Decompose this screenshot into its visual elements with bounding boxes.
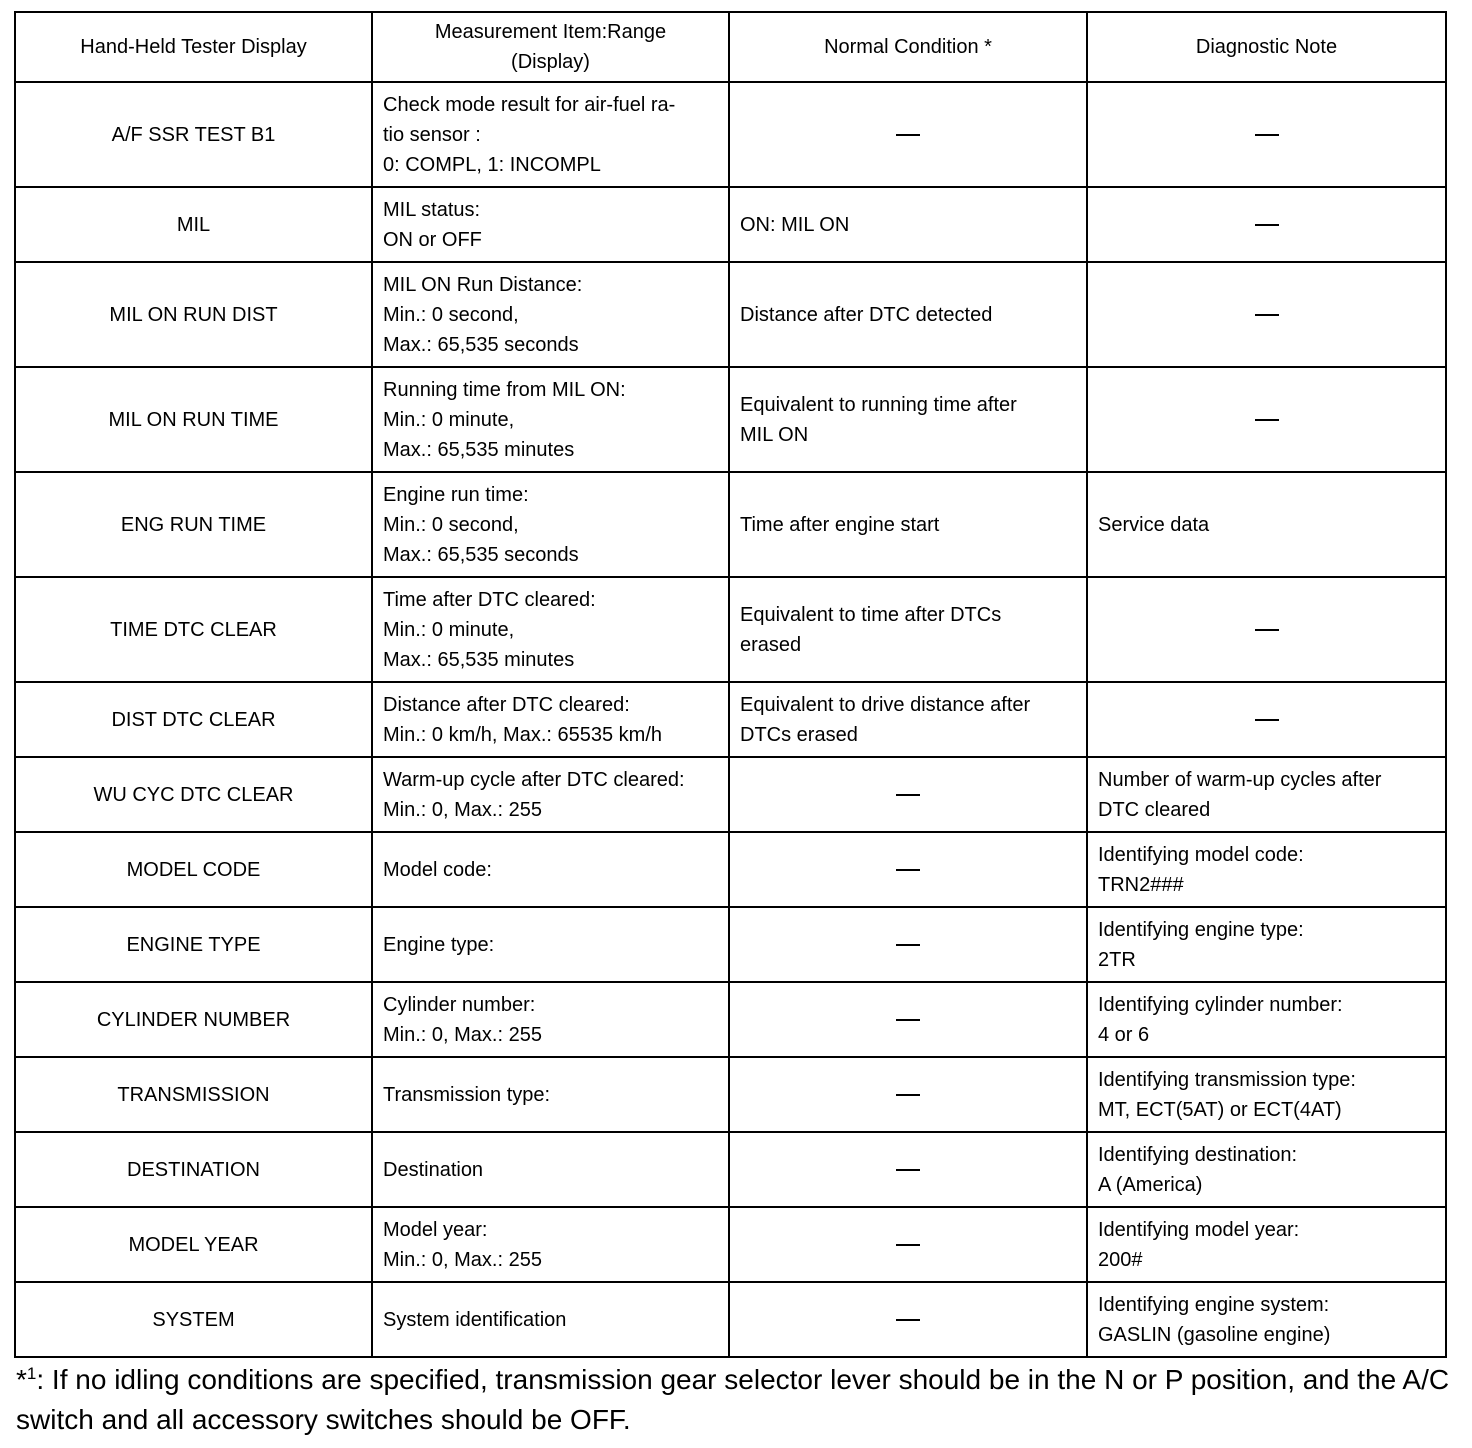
footnote [16, 1360, 1456, 1440]
measurement-line: Running time from MIL ON: [383, 378, 626, 401]
cell-tester-display: WU CYC DTC CLEAR [15, 757, 372, 832]
measurement-line: Model code: [383, 858, 492, 881]
cell-diagnostic-note [1087, 367, 1446, 472]
table-row [15, 1282, 1446, 1357]
measurement-line: Warm-up cycle after DTC cleared: [383, 768, 685, 791]
cell-tester-display: SYSTEM [15, 1282, 372, 1357]
cell-tester-display: DIST DTC CLEAR [15, 682, 372, 757]
normal-condition-line: ON: MIL ON [740, 213, 850, 236]
diagnostic-note-line: 200# [1098, 1248, 1143, 1271]
diagnostic-note-line: 4 or 6 [1098, 1023, 1150, 1046]
cell-tester-display: CYLINDER NUMBER [15, 982, 372, 1057]
cell-tester-display: MIL ON RUN DIST [15, 262, 372, 367]
cell-diagnostic-note [1087, 1132, 1446, 1207]
cell-normal-condition [729, 1282, 1087, 1357]
cell-measurement-item [372, 82, 729, 187]
cell-tester-display: TIME DTC CLEAR [15, 577, 372, 682]
normal-condition-line: MIL ON [740, 423, 809, 446]
measurement-line: Max.: 65,535 seconds [383, 333, 579, 356]
cell-diagnostic-note [1087, 982, 1446, 1057]
dash-mark [896, 944, 920, 946]
cell-diagnostic-note [1087, 1207, 1446, 1282]
cell-measurement-item [372, 262, 729, 367]
dash-mark [896, 869, 920, 871]
table-row [15, 367, 1446, 472]
measurement-line: System identification [383, 1308, 567, 1331]
dash-mark [1255, 314, 1279, 316]
cell-tester-display: MODEL YEAR [15, 1207, 372, 1282]
cell-measurement-item [372, 907, 729, 982]
cell-normal-condition [729, 682, 1087, 757]
measurement-line: Max.: 65,535 minutes [383, 438, 575, 461]
normal-condition-line: Distance after DTC detected [740, 303, 993, 326]
measurement-line: Min.: 0 minute, [383, 408, 515, 431]
cell-tester-display: MIL [15, 187, 372, 262]
dash-mark [1255, 224, 1279, 226]
cell-diagnostic-note [1087, 832, 1446, 907]
normal-condition-line: Equivalent to running time after [740, 393, 1017, 416]
footnote-marker: * [16, 1364, 27, 1395]
table-row [15, 832, 1446, 907]
diagnostic-note-line: Number of warm-up cycles after [1098, 768, 1382, 791]
header-tester-display: Hand-Held Tester Display [15, 12, 372, 82]
diagnostic-note-line: GASLIN (gasoline engine) [1098, 1323, 1331, 1346]
cell-diagnostic-note [1087, 1282, 1446, 1357]
cell-tester-display: MIL ON RUN TIME [15, 367, 372, 472]
table-row [15, 1057, 1446, 1132]
cell-diagnostic-note [1087, 757, 1446, 832]
measurement-line: Cylinder number: [383, 993, 536, 1016]
footnote-text: : If no idling conditions are specified, transmission gear selector lever should be in the N or P position, and the A/C switch and all accessory switches should be OFF. [16, 1364, 1450, 1435]
table-row [15, 472, 1446, 577]
cell-tester-display: ENGINE TYPE [15, 907, 372, 982]
measurement-line: ON or OFF [383, 228, 482, 251]
cell-measurement-item [372, 832, 729, 907]
diagnostic-note-line: Identifying engine type: [1098, 918, 1304, 941]
cell-normal-condition [729, 472, 1087, 577]
cell-normal-condition [729, 907, 1087, 982]
measurement-line: 0: COMPL, 1: INCOMPL [383, 153, 601, 176]
measurement-line: Max.: 65,535 minutes [383, 648, 575, 671]
cell-normal-condition [729, 982, 1087, 1057]
table-body [15, 82, 1446, 1357]
table-row [15, 757, 1446, 832]
measurement-line: Min.: 0 minute, [383, 618, 515, 641]
table-row [15, 187, 1446, 262]
cell-tester-display: MODEL CODE [15, 832, 372, 907]
header-measurement-line: (Display) [511, 51, 590, 73]
table-row [15, 1132, 1446, 1207]
header-normal-condition: Normal Condition * [729, 12, 1087, 82]
cell-normal-condition [729, 1132, 1087, 1207]
measurement-line: Transmission type: [383, 1083, 551, 1106]
dash-mark [896, 134, 920, 136]
cell-tester-display: TRANSMISSION [15, 1057, 372, 1132]
cell-tester-display: ENG RUN TIME [15, 472, 372, 577]
cell-tester-display: DESTINATION [15, 1132, 372, 1207]
measurement-line: Min.: 0 second, [383, 303, 519, 326]
cell-diagnostic-note [1087, 577, 1446, 682]
cell-measurement-item [372, 472, 729, 577]
measurement-line: Min.: 0, Max.: 255 [383, 798, 542, 821]
normal-condition-line: Equivalent to time after DTCs [740, 603, 1002, 626]
cell-measurement-item [372, 187, 729, 262]
cell-normal-condition [729, 1207, 1087, 1282]
diagnostic-note-line: Identifying destination: [1098, 1143, 1298, 1166]
cell-measurement-item [372, 1207, 729, 1282]
dash-mark [896, 1094, 920, 1096]
cell-diagnostic-note [1087, 907, 1446, 982]
measurement-line: Distance after DTC cleared: [383, 693, 630, 716]
cell-measurement-item [372, 577, 729, 682]
cell-measurement-item [372, 1057, 729, 1132]
footnote-superscript: 1 [26, 1364, 37, 1383]
dash-mark [896, 794, 920, 796]
table-row [15, 82, 1446, 187]
diagnostic-note-line: Identifying transmission type: [1098, 1068, 1356, 1091]
table-row [15, 982, 1446, 1057]
cell-measurement-item [372, 682, 729, 757]
diagnostic-note-line: Identifying engine system: [1098, 1293, 1330, 1316]
measurement-line: Engine type: [383, 933, 495, 956]
measurement-line: Min.: 0 km/h, Max.: 65535 km/h [383, 723, 662, 746]
table-row [15, 262, 1446, 367]
table-row [15, 682, 1446, 757]
measurement-line: Model year: [383, 1218, 488, 1241]
header-diagnostic-note: Diagnostic Note [1087, 12, 1446, 82]
cell-diagnostic-note [1087, 262, 1446, 367]
diagnostic-note-line: A (America) [1098, 1173, 1203, 1196]
cell-normal-condition [729, 577, 1087, 682]
measurement-line: MIL status: [383, 198, 481, 221]
cell-normal-condition [729, 757, 1087, 832]
measurement-line: Min.: 0 second, [383, 513, 519, 536]
normal-condition-line: Equivalent to drive distance after [740, 693, 1031, 716]
cell-diagnostic-note [1087, 472, 1446, 577]
diagnostic-note-line: TRN2### [1098, 873, 1184, 896]
measurement-line: Min.: 0, Max.: 255 [383, 1023, 542, 1046]
measurement-line: Min.: 0, Max.: 255 [383, 1248, 542, 1271]
cell-diagnostic-note [1087, 187, 1446, 262]
diagnostic-note-line: Identifying model year: [1098, 1218, 1300, 1241]
table-row [15, 1207, 1446, 1282]
normal-condition-line: erased [740, 633, 802, 656]
dash-mark [896, 1319, 920, 1321]
cell-normal-condition [729, 1057, 1087, 1132]
diagnostic-note-line: Service data [1098, 513, 1210, 536]
cell-measurement-item [372, 1132, 729, 1207]
cell-normal-condition [729, 82, 1087, 187]
diagnostic-note-line: 2TR [1098, 948, 1136, 971]
header-measurement-item [372, 12, 729, 82]
diagnostic-note-line: Identifying model code: [1098, 843, 1304, 866]
cell-normal-condition [729, 832, 1087, 907]
diagnostic-note-line: MT, ECT(5AT) or ECT(4AT) [1098, 1098, 1342, 1121]
dash-mark [1255, 719, 1279, 721]
diagnostic-note-line: Identifying cylinder number: [1098, 993, 1343, 1016]
cell-measurement-item [372, 982, 729, 1057]
normal-condition-line: Time after engine start [740, 513, 940, 536]
table-row [15, 577, 1446, 682]
measurement-line: Max.: 65,535 seconds [383, 543, 579, 566]
cell-measurement-item [372, 367, 729, 472]
tester-data-table [14, 11, 1447, 1358]
measurement-line: Destination [383, 1158, 484, 1181]
measurement-line: tio sensor : [383, 123, 481, 146]
cell-diagnostic-note [1087, 1057, 1446, 1132]
cell-tester-display: A/F SSR TEST B1 [15, 82, 372, 187]
cell-diagnostic-note [1087, 682, 1446, 757]
diagnostic-note-line: DTC cleared [1098, 798, 1211, 821]
cell-normal-condition [729, 187, 1087, 262]
table-row [15, 907, 1446, 982]
table-header-row [15, 12, 1446, 82]
dash-mark [1255, 629, 1279, 631]
dash-mark [896, 1169, 920, 1171]
cell-diagnostic-note [1087, 82, 1446, 187]
measurement-line: Time after DTC cleared: [383, 588, 596, 611]
measurement-line: Check mode result for air-fuel ra- [383, 93, 676, 116]
dash-mark [896, 1019, 920, 1021]
dash-mark [896, 1244, 920, 1246]
normal-condition-line: DTCs erased [740, 723, 858, 746]
measurement-line: MIL ON Run Distance: [383, 273, 583, 296]
dash-mark [1255, 419, 1279, 421]
header-measurement-line: Measurement Item:Range [434, 21, 667, 43]
cell-normal-condition [729, 367, 1087, 472]
measurement-line: Engine run time: [383, 483, 529, 506]
cell-measurement-item [372, 757, 729, 832]
cell-normal-condition [729, 262, 1087, 367]
cell-measurement-item [372, 1282, 729, 1357]
dash-mark [1255, 134, 1279, 136]
